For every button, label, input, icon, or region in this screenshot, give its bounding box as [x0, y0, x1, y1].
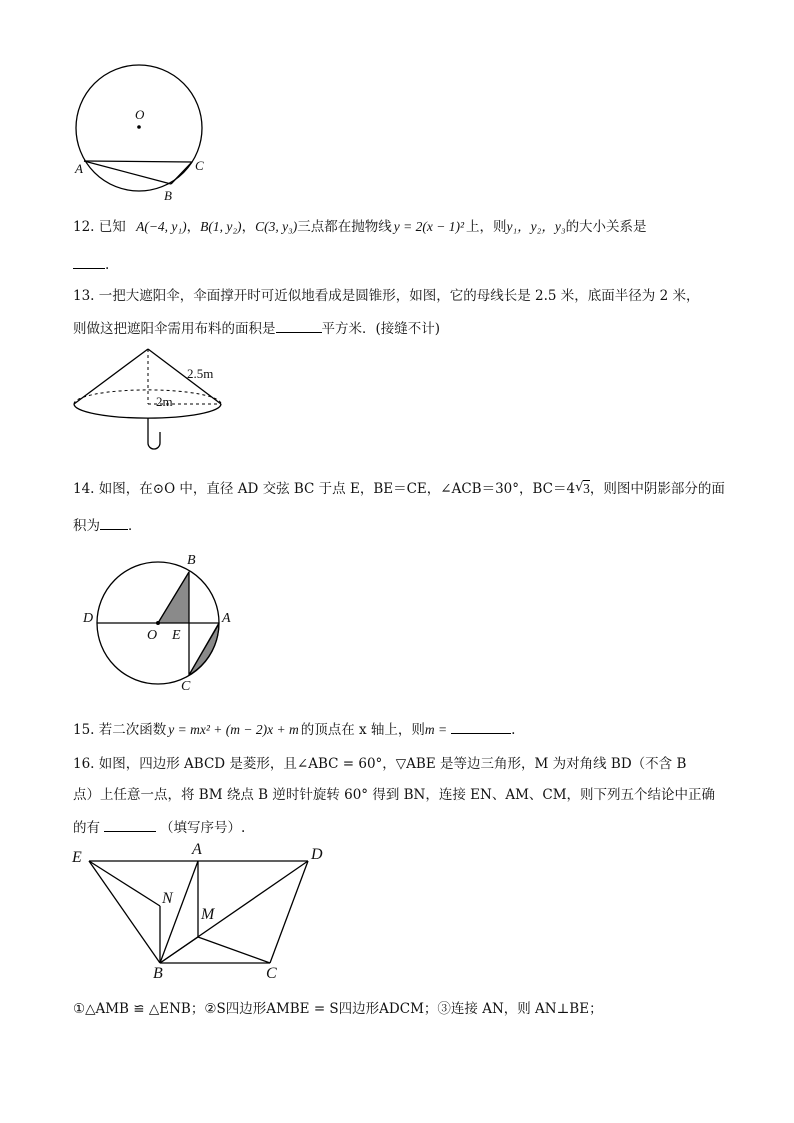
label-m: M — [201, 906, 215, 923]
q13-line2-pre: 则做这把遮阳伞需用布料的面积是 — [73, 321, 276, 337]
q14-line2-post: ． — [128, 518, 142, 534]
q15-func: y = mx² + (m − 2)x + m — [168, 722, 299, 737]
q12-parabola: y = 2(x − 1)² — [393, 219, 464, 234]
label-a2: A — [222, 611, 231, 626]
q15-var: m = — [424, 722, 448, 737]
question-16-line2: 点）上任意一点，将 BM 绕点 B 逆时针旋转 60° 得到 BN，连接 EN、AM、CM，则下列五个结论中正确 — [73, 787, 716, 803]
label-a: A — [75, 161, 83, 176]
label-d3: D — [311, 846, 323, 863]
segment-ab — [160, 861, 198, 963]
q14-line1-tail: ，则图中阴影部分的面 — [589, 481, 725, 497]
q15-post: 的顶点在 x 轴上，则 — [300, 722, 425, 738]
question-13-line1: 13. 一把大遮阳伞，伞面撑开时可近似地看成是圆锥形，如图，它的母线长是 2.5 米，底面半径为 2 米， — [73, 288, 700, 304]
q12-point-b: B(1, y₂) — [200, 219, 242, 234]
label-b: B — [164, 188, 172, 203]
segment-cd — [270, 861, 308, 963]
q13-line2-post: 平方米．(接缝不计) — [321, 321, 441, 337]
label-c2: C — [181, 679, 191, 694]
label-o2: O — [147, 628, 158, 643]
q16-line3-post: （填写序号）. — [160, 820, 246, 836]
label-e3: E — [72, 849, 82, 866]
q16-conclusions: ①△AMB ≌ △ENB；②S四边形AMBE = S四边形ADCM；③连接 AN，则 AN⊥BE； — [73, 1001, 603, 1017]
q14-line1: 14. 如图，在⊙O 中，直径 AD 交弦 BC 于点 E，BE＝CE，∠ACB＝30°，BC＝4 — [73, 481, 576, 497]
label-b2: B — [187, 553, 196, 568]
label-d: D — [83, 611, 94, 626]
label-c: C — [195, 158, 204, 173]
label-b3: B — [153, 965, 163, 982]
q12-sep1: ， — [186, 219, 201, 235]
q16-line3-pre: 的有 — [73, 820, 100, 836]
label-e: E — [172, 628, 181, 643]
q12-tail: 的大小关系是 — [565, 219, 647, 235]
q12-pre: 已知 — [98, 219, 126, 235]
segment-bm — [160, 937, 198, 963]
label-a3: A — [192, 841, 202, 858]
label-c3: C — [266, 965, 277, 982]
q12-number: 12. — [73, 219, 95, 235]
q14-line2-pre: 积为 — [73, 518, 100, 534]
label-radius: 2m — [156, 394, 173, 409]
q12-end: . — [105, 257, 110, 273]
label-o: O — [135, 107, 145, 122]
q12-post: 上，则 — [466, 219, 507, 235]
segment-mc — [198, 937, 270, 963]
label-slant-height: 2.5m — [187, 366, 214, 381]
q12-vars: y₁，y₂，y₃ — [506, 219, 566, 234]
q12-point-c: C(3, y₃) — [255, 219, 298, 234]
segment-en — [89, 861, 160, 906]
q12-sep2: ， — [241, 219, 256, 235]
label-n: N — [162, 890, 173, 907]
segment-eb — [89, 861, 160, 963]
q12-point-a: A(−4, y₁) — [136, 219, 187, 234]
q14-sqrt: √ 3 — [575, 480, 590, 496]
question-16-line1: 16. 如图，四边形 ABCD 是菱形，且∠ABC = 60°，▽ABE 是等边三角形，M 为对角线 BD（不含 B — [73, 756, 687, 772]
q15-end: . — [511, 722, 516, 738]
q15-pre: 15. 若二次函数 — [73, 722, 167, 738]
q12-mid: 三点都在抛物线 — [297, 219, 392, 235]
